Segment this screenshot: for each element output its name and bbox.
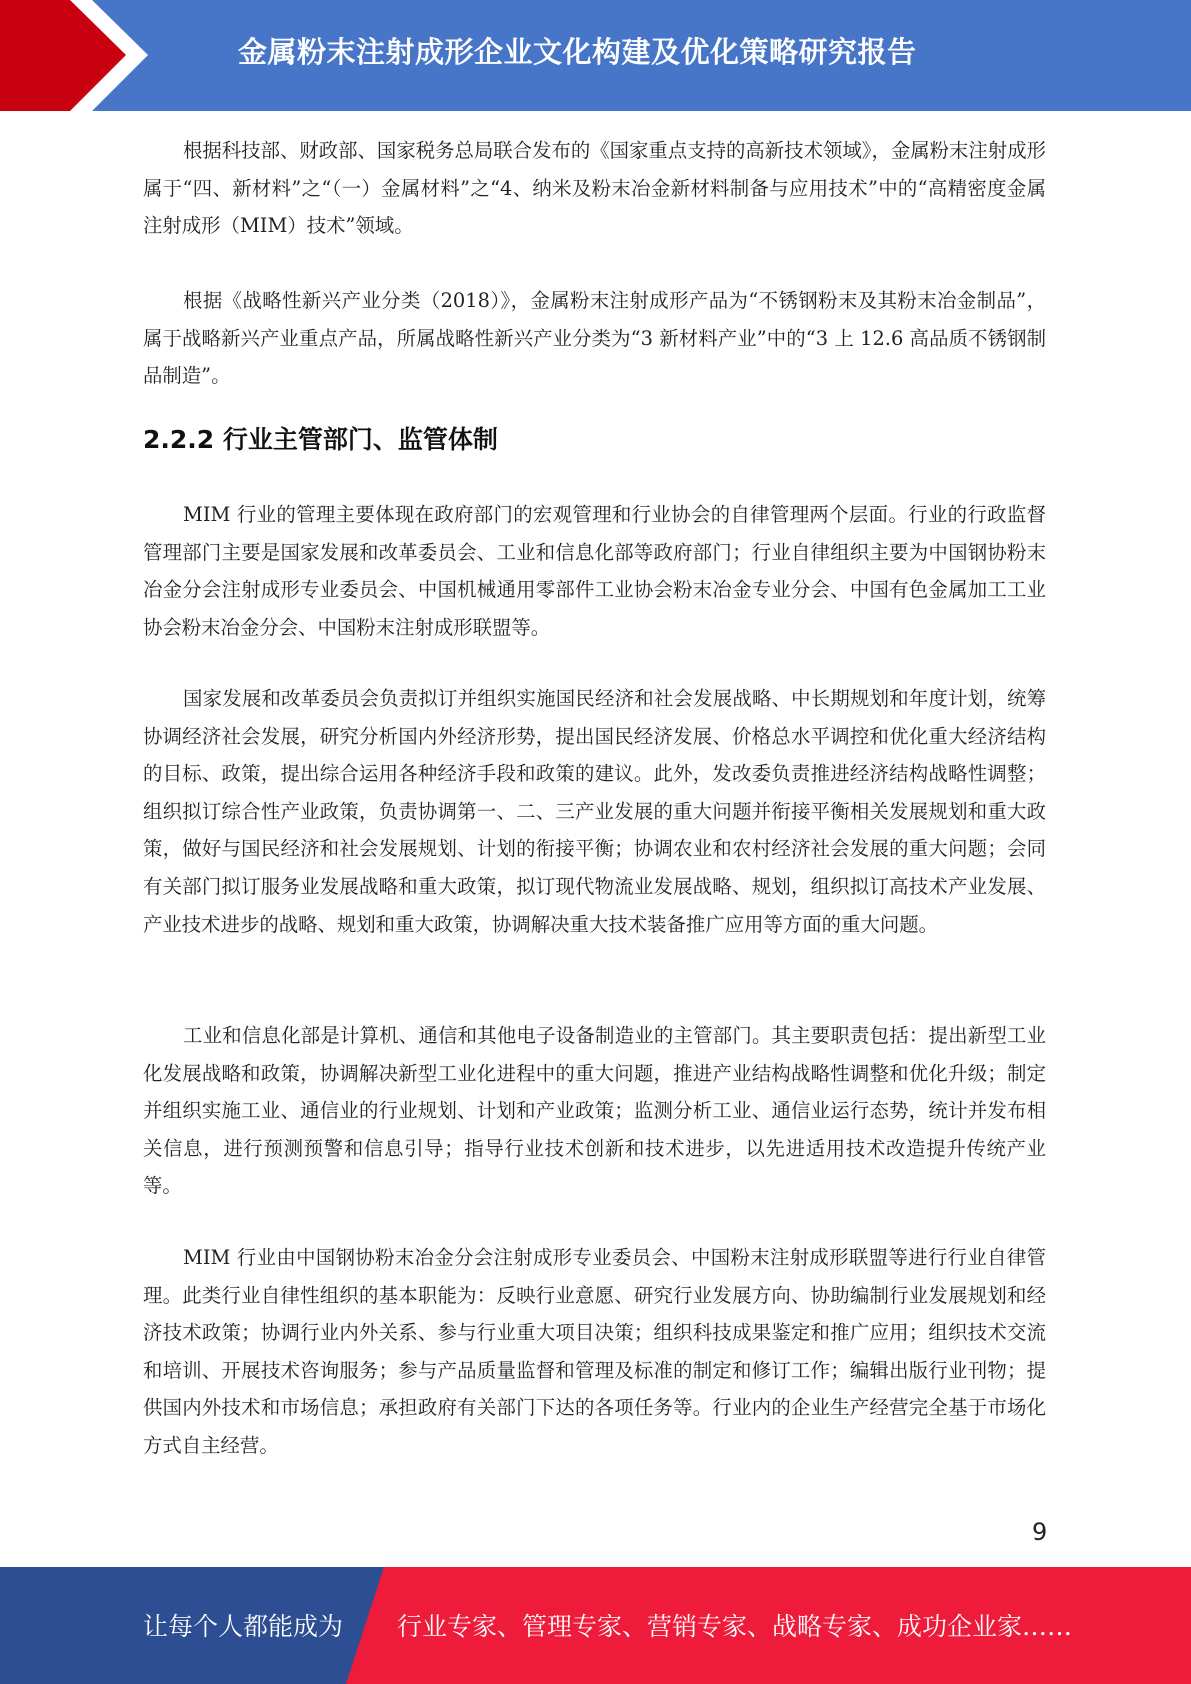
- section-heading: 2.2.2 行业主管部门、监管体制: [143, 425, 498, 454]
- page-number: 9: [1032, 1518, 1048, 1546]
- page-header: [0, 0, 1191, 111]
- paragraph-ndrc: 国家发展和改革委员会负责拟订并组织实施国民经济和社会发展战略、中长期规划和年度计划，统筹协调经济社会发展，研究分析国内外经济形势，提出国民经济发展、价格总水平调控和优化重大经济结构的目标、政策，提出综合运用各种经济手段和政策的建议。此外，发改委负责推进经济结构战略性调整；组织拟订综合性产业政策，负责协调第一、二、三产业发展的重大问题并衔接平衡相关发展规划和重大政策，做好与国民经济和社会发展规划、计划的衔接平衡；协调农业和农村经济社会发展的重大问题；会同有关部门拟订服务业发展战略和重大政策，拟订现代物流业发展战略、规划，组织拟订高技术产业发展、产业技术进步的战略、规划和重大政策，协调解决重大技术装备推广应用等方面的重大问题。: [143, 687, 1046, 936]
- paragraph-miit: 工业和信息化部是计算机、通信和其他电子设备制造业的主管部门。其主要职责包括：提出新型工业化发展战略和政策，协调解决新型工业化进程中的重大问题，推进产业结构战略性调整和优化升级；制定并组织实施工业、通信业的行业规划、计划和产业政策；监测分析工业、通信业运行态势，统计并发布相关信息，进行预测预警和信息引导；指导行业技术创新和技术进步，以先进适用技术改造提升传统产业等。: [143, 1024, 1046, 1198]
- paragraph-high-tech-field: 根据科技部、财政部、国家税务总局联合发布的《国家重点支持的高新技术领域》，金属粉末注射成形属于“四、新材料”之“（一）金属材料”之“4、纳米及粉末冶金新材料制备与应用技术”中的“高精密度金属注射成形（MIM）技术”领域。: [143, 139, 1046, 238]
- paragraph-self-regulation: MIM 行业由中国钢协粉末冶金分会注射成形专业委员会、中国粉末注射成形联盟等进行行业自律管理。此类行业自律性组织的基本职能为：反映行业意愿、研究行业发展方向、协助编制行业发展规划和经济技术政策；协调行业内外关系、参与行业重大项目决策；组织科技成果鉴定和推广应用；组织技术交流和培训、开展技术咨询服务；参与产品质量监督和管理及标准的制定和修订工作；编辑出版行业刊物；提供国内外技术和市场信息；承担政府有关部门下达的各项任务等。行业内的企业生产经营完全基于市场化方式自主经营。: [143, 1246, 1046, 1457]
- header-title: 金属粉末注射成形企业文化构建及优化策略研究报告: [238, 35, 917, 69]
- footer-slogan-right: 行业专家、管理专家、营销专家、战略专家、成功企业家……: [397, 1612, 1073, 1641]
- paragraph-strategic-industry: 根据《战略性新兴产业分类（2018）》，金属粉末注射成形产品为“不锈钢粉末及其粉末冶金制品”，属于战略新兴产业重点产品，所属战略性新兴产业分类为“3 新材料产业”中的“3 上 12.6 高品质不锈钢制品制造”。: [143, 289, 1046, 388]
- page-footer: [0, 1567, 1191, 1684]
- paragraph-management-system: MIM 行业的管理主要体现在政府部门的宏观管理和行业协会的自律管理两个层面。行业的行政监督管理部门主要是国家发展和改革委员会、工业和信息化部等政府部门；行业自律组织主要为中国钢协粉末冶金分会注射成形专业委员会、中国机械通用零部件工业协会粉末冶金专业分会、中国有色金属加工工业协会粉末冶金分会、中国粉末注射成形联盟等。: [143, 503, 1046, 639]
- footer-slogan-left: 让每个人都能成为: [143, 1612, 344, 1641]
